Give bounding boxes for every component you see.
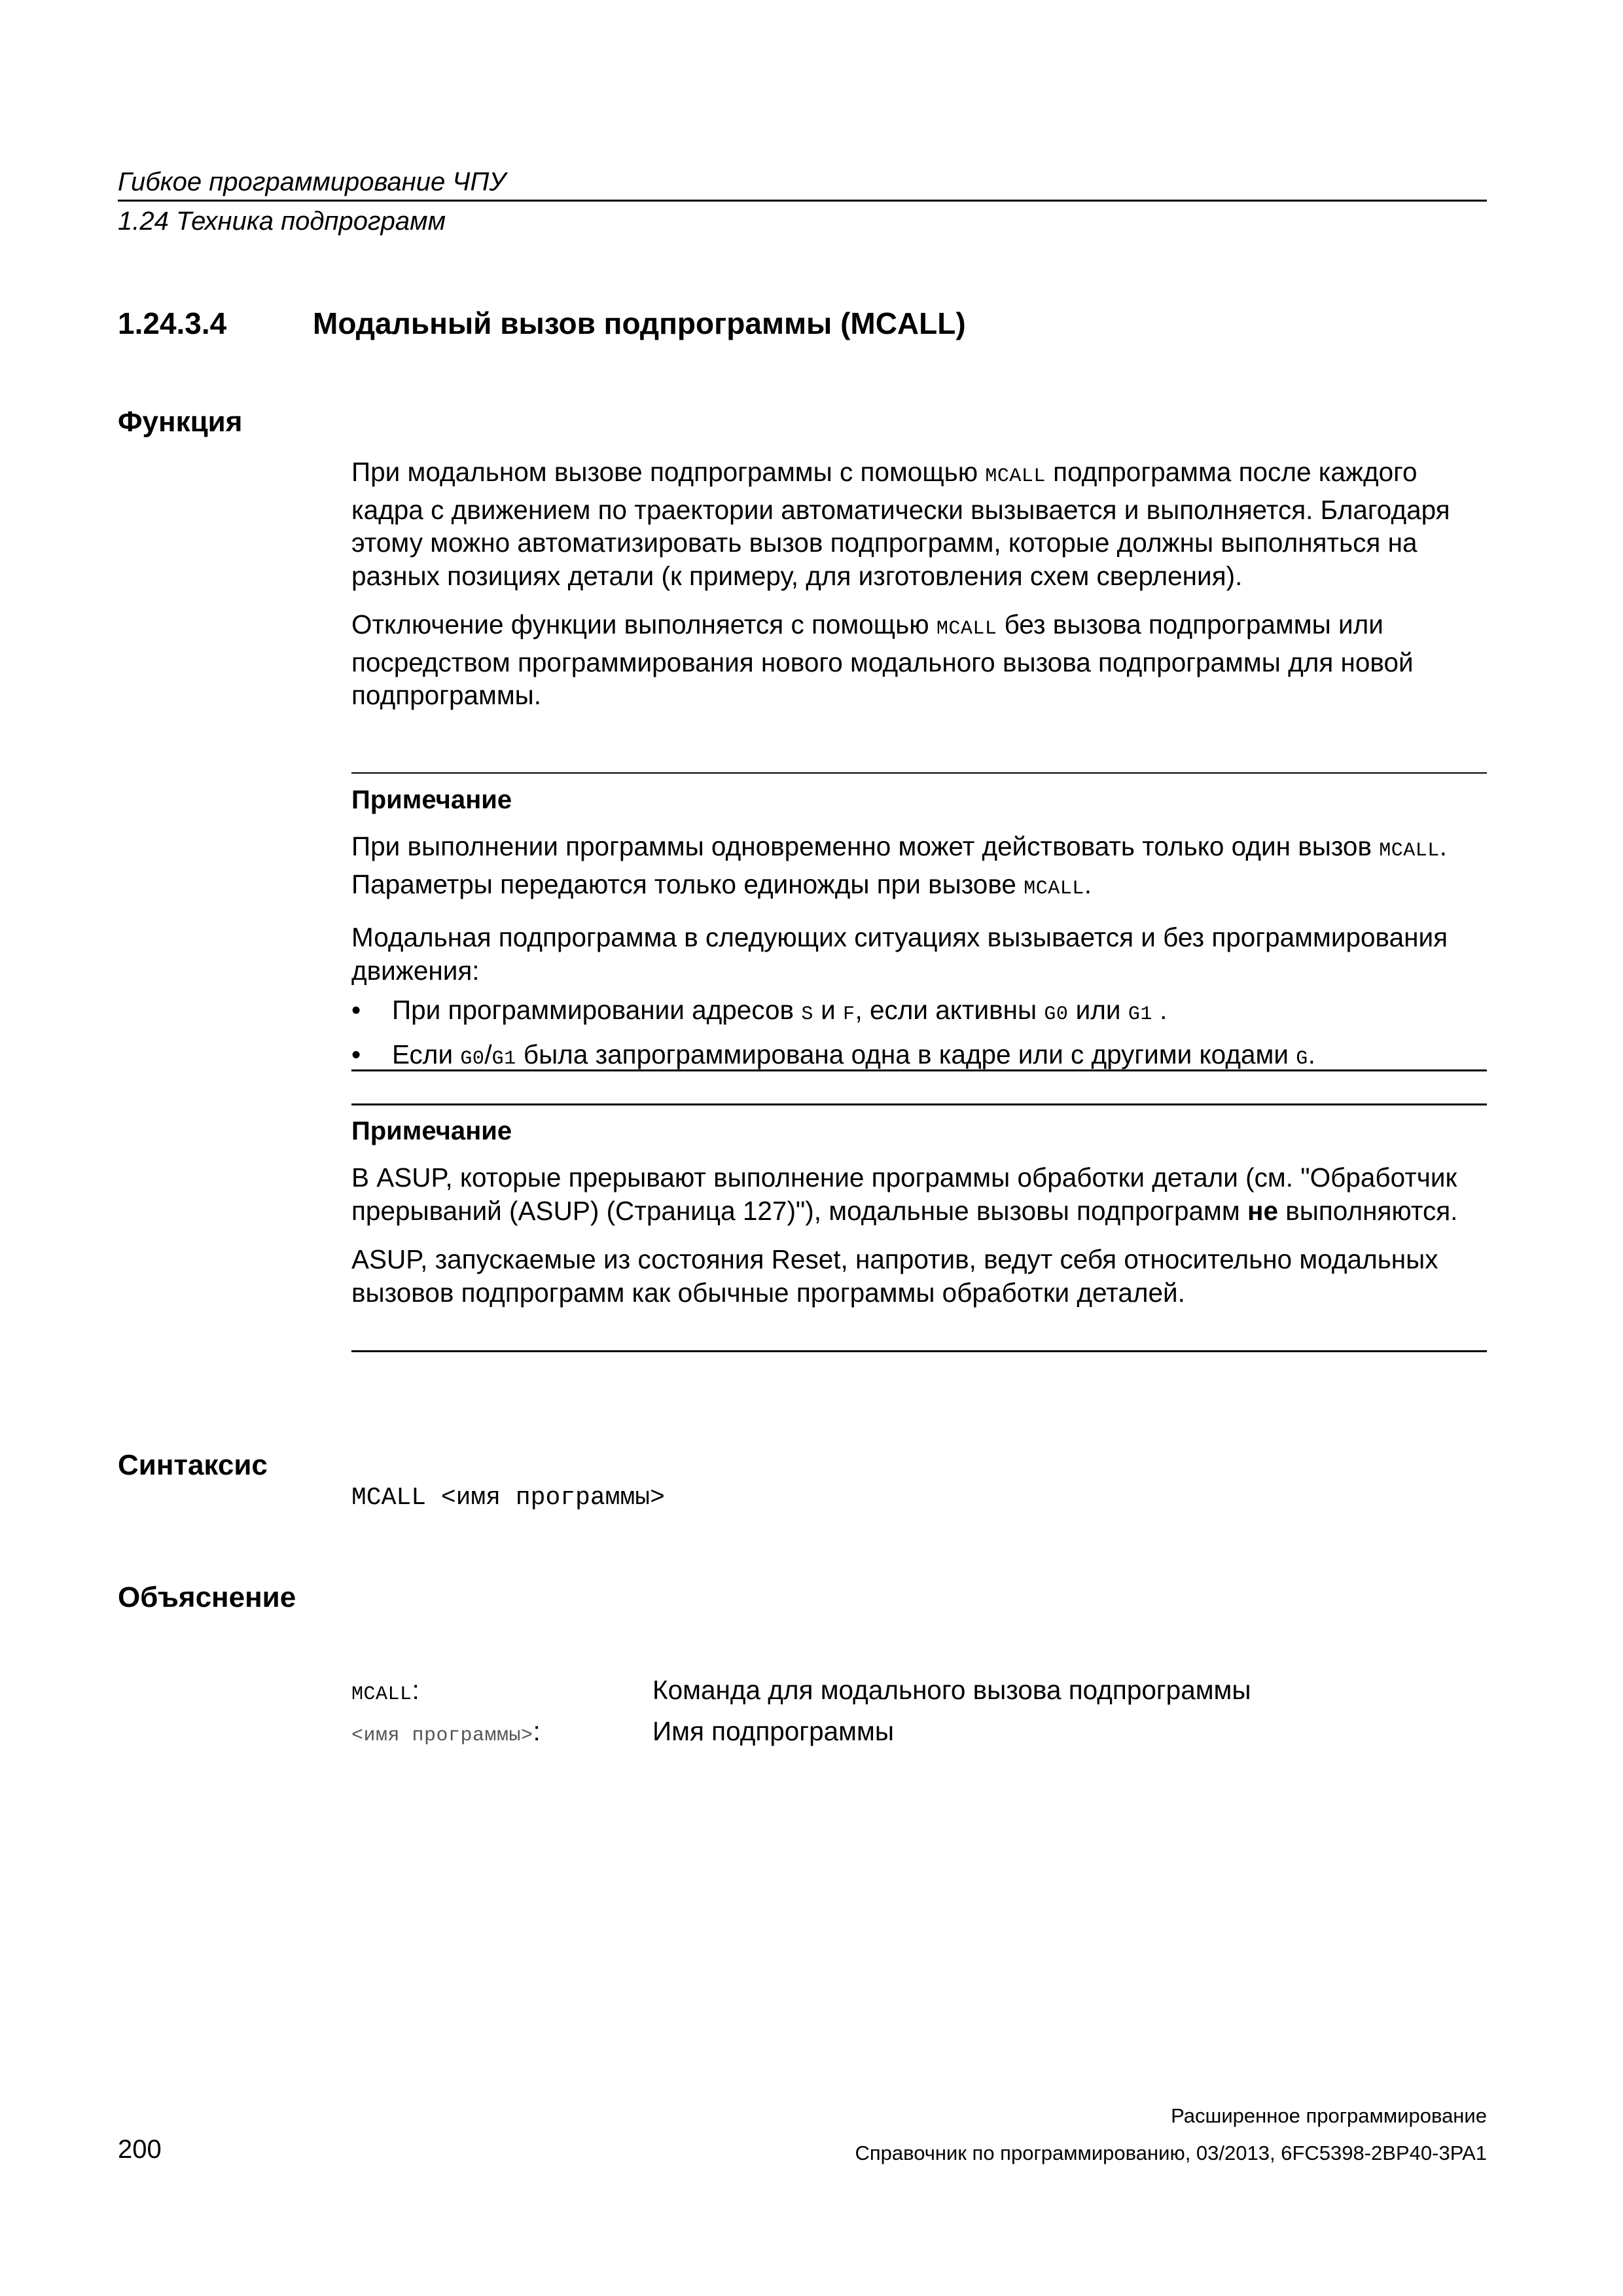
header-rule: [118, 200, 1487, 202]
running-header-chapter: 1.24 Техника подпрограмм: [118, 207, 446, 236]
note1-bottom-rule: [351, 1069, 1487, 1071]
list-item: • При программировании адресов S и F, если активны G0 или G1 .: [351, 995, 1168, 1026]
note1: [351, 784, 1487, 1075]
note1-paragraph-2: Модальная подпрограмма в следующих ситуациях вызывается и без программирования движения:: [351, 922, 1448, 986]
running-header-title: Гибкое программирование ЧПУ: [118, 168, 506, 196]
note2-top-rule: [351, 1103, 1487, 1105]
explanation-desc-1: Команда для модального вызова подпрограммы: [652, 1675, 1251, 1705]
note2-paragraph-1: В ASUP, которые прерывают выполнение программы обработки детали (см. "Обработчик прерываний (ASUP) (Страница 127)"), модальные вызовы подпрограмм не выполняются.: [351, 1162, 1458, 1226]
section-title: Модальный вызов подпрограммы (MCALL): [313, 306, 966, 340]
note1-title: Примечание: [351, 785, 512, 814]
function-paragraph-1: При модальном вызове подпрограммы с помощью MCALL подпрограмма после каждого кадра с движением по траектории автоматически вызывается и выполняется. Благодаря этому можно автоматизировать вызов подпрограмм, которые должны выполняться на разных позициях детали (к примеру, для изготовления схем сверления).: [351, 457, 1450, 591]
mcall-code: MCALL: [936, 618, 997, 640]
note2: [351, 1115, 1487, 1309]
bullet-icon: •: [351, 1039, 361, 1069]
syntax-heading: Синтаксис: [118, 1449, 268, 1481]
explanation-term-1: MCALL:: [351, 1675, 419, 1706]
function-heading: Функция: [118, 406, 243, 438]
mcall-code: MCALL: [985, 465, 1046, 488]
note2-bottom-rule: [351, 1350, 1487, 1352]
list-item: • Если G0/G1 была запрограммирована одна в кадре или с другими кодами G.: [351, 1039, 1315, 1070]
syntax-code: MCALL <имя программы>: [351, 1484, 665, 1512]
explanation-desc-2: Имя подпрограммы: [652, 1716, 894, 1746]
function-body: [351, 456, 1487, 712]
explanation-term-2: <имя программы>:: [351, 1716, 541, 1747]
explanation-heading: Объяснение: [118, 1581, 296, 1613]
note2-paragraph-2: ASUP, запускаемые из состояния Reset, напротив, ведут себя относительно модальных вызовов подпрограмм как обычные программы обработки деталей.: [351, 1244, 1438, 1308]
note1-top-rule: [351, 772, 1487, 774]
note1-paragraph-1: При выполнении программы одновременно может действовать только один вызов MCALL. Параметры передаются только единожды при вызове MCALL.: [351, 831, 1448, 900]
footer-line-2: Справочник по программированию, 03/2013, 6FC5398-2BP40-3PA1: [855, 2142, 1487, 2164]
page-number: 200: [118, 2135, 162, 2164]
function-paragraph-2: Отключение функции выполняется с помощью MCALL без вызова подпрограммы или посредством программирования нового модального вызова подпрограммы для новой подпрограммы.: [351, 609, 1414, 710]
section-number: 1.24.3.4: [118, 306, 227, 340]
footer-line-1: Расширенное программирование: [1171, 2104, 1487, 2127]
note2-title: Примечание: [351, 1117, 512, 1145]
bullet-icon: •: [351, 995, 361, 1025]
